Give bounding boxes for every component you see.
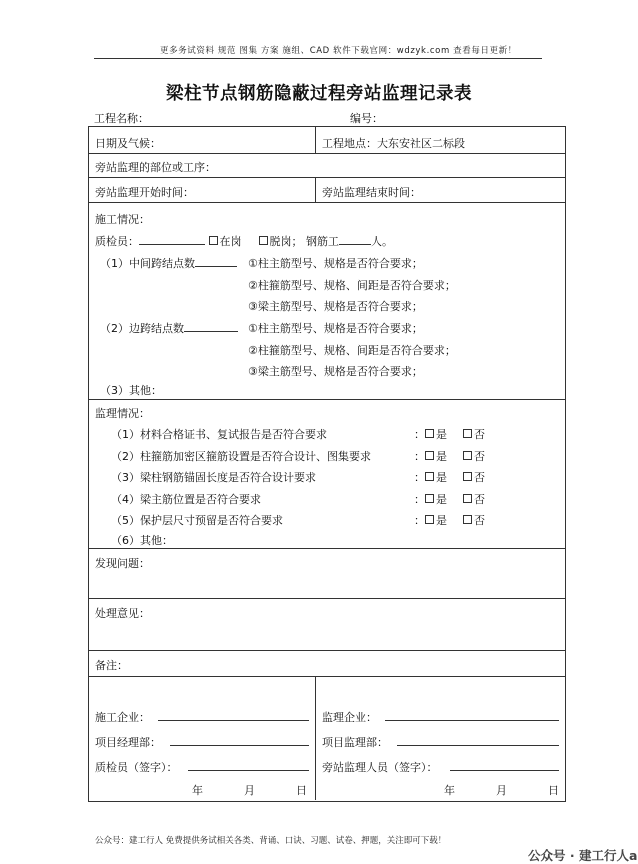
supervisor-sign-line[interactable] bbox=[450, 770, 559, 771]
yes-no-option bbox=[414, 512, 485, 528]
no-label: 否 bbox=[474, 450, 485, 463]
inspector-sign-line[interactable] bbox=[188, 770, 309, 771]
end-time-label: 旁站监理结束时间： bbox=[322, 186, 421, 199]
mid-check-item: ③梁主筋型号、规格是否符合要求； bbox=[248, 300, 423, 313]
no-label: 否 bbox=[474, 428, 485, 441]
supervision-item: （1）材料合格证书、复试报告是否符合要求 bbox=[111, 428, 327, 441]
start-time-label: 旁站监理开始时间： bbox=[95, 186, 194, 199]
inspector-blank[interactable] bbox=[139, 233, 205, 245]
side-check-item: ①柱主筋型号、规格是否符合要求； bbox=[248, 322, 423, 335]
off-post-checkbox[interactable] bbox=[259, 236, 268, 245]
yes-no-option bbox=[414, 426, 485, 442]
mid-check-item: ②柱箍筋型号、规格、间距是否符合要求； bbox=[248, 279, 456, 292]
project-name-label: 工程名称： bbox=[94, 112, 149, 125]
mid-span-row bbox=[100, 255, 237, 271]
row-divider bbox=[89, 548, 565, 549]
day-label: 日 bbox=[296, 784, 307, 797]
no-label: 否 bbox=[474, 493, 485, 506]
yes-label: 是 bbox=[436, 450, 447, 463]
no-checkbox[interactable] bbox=[463, 472, 472, 481]
yes-no-option bbox=[414, 469, 485, 485]
problems-label: 发现问题： bbox=[95, 557, 150, 570]
no-checkbox[interactable] bbox=[463, 451, 472, 460]
mid-span-label: （1）中间跨结点数 bbox=[100, 257, 195, 270]
yes-no-option bbox=[414, 448, 485, 464]
watermark: 公众号 · 建工行人a bbox=[528, 848, 638, 863]
row-divider bbox=[89, 399, 565, 400]
supervision-other-label: （6）其他： bbox=[111, 534, 173, 547]
row-divider bbox=[89, 177, 565, 178]
no-label: 否 bbox=[474, 514, 485, 527]
construction-company-label: 施工企业： bbox=[95, 711, 150, 724]
no-label: 否 bbox=[474, 471, 485, 484]
project-manager-label: 项目经理部： bbox=[95, 736, 161, 749]
supervision-heading: 监理情况： bbox=[95, 407, 150, 420]
date-weather-label: 日期及气候： bbox=[95, 137, 161, 150]
row-divider bbox=[89, 598, 565, 599]
no-checkbox[interactable] bbox=[463, 515, 472, 524]
mid-check-item: ①柱主筋型号、规格是否符合要求； bbox=[248, 257, 423, 270]
opinion-label: 处理意见： bbox=[95, 607, 150, 620]
project-location-value: 大东安社区二标段 bbox=[377, 137, 465, 150]
number-label: 编号： bbox=[350, 112, 383, 125]
supervision-dept-line[interactable] bbox=[397, 745, 559, 746]
year-label: 年 bbox=[444, 784, 455, 797]
supervision-item: （2）柱箍筋加密区箍筋设置是否符合设计、图集要求 bbox=[111, 450, 371, 463]
inspector-label: 质检员： bbox=[95, 235, 139, 248]
supervisor-sign-label: 旁站监理人员（签字）： bbox=[322, 761, 438, 774]
row-divider bbox=[89, 676, 565, 677]
row-divider bbox=[89, 202, 565, 203]
rebar-worker-label: 钢筋工 bbox=[306, 235, 339, 248]
off-post-label: 脱岗； bbox=[269, 235, 303, 248]
colon: ： bbox=[414, 471, 425, 484]
side-span-blank[interactable] bbox=[184, 320, 238, 332]
on-post-label: 在岗 bbox=[219, 235, 242, 248]
yes-no-option bbox=[414, 491, 485, 507]
project-location bbox=[322, 135, 465, 151]
day-label: 日 bbox=[548, 784, 559, 797]
side-span-row bbox=[100, 320, 238, 336]
supervision-company-label: 监理企业： bbox=[322, 711, 377, 724]
yes-checkbox[interactable] bbox=[425, 494, 434, 503]
remarks-label: 备注： bbox=[95, 659, 128, 672]
parts-process-label: 旁站监理的部位或工序： bbox=[95, 161, 216, 174]
yes-checkbox[interactable] bbox=[425, 451, 434, 460]
rebar-worker-unit: 人。 bbox=[371, 235, 393, 248]
yes-checkbox[interactable] bbox=[425, 429, 434, 438]
construction-heading: 施工情况： bbox=[95, 213, 150, 226]
supervision-dept-label: 项目监理部： bbox=[322, 736, 388, 749]
footer-note: 公众号：建工行人 免费提供务试相关各类、背诵、口诀、习题、试卷、押题，关注即可下载！ bbox=[95, 836, 447, 846]
row-divider bbox=[89, 153, 565, 154]
supervision-item: （3）梁柱钢筋锚固长度是否符合设计要求 bbox=[111, 471, 316, 484]
rebar-worker-blank[interactable] bbox=[339, 233, 371, 245]
inspector-row bbox=[95, 233, 393, 249]
yes-label: 是 bbox=[436, 514, 447, 527]
yes-checkbox[interactable] bbox=[425, 515, 434, 524]
inspector-sign-label: 质检员（签字）： bbox=[95, 761, 178, 774]
supervision-item: （4）梁主筋位置是否符合要求 bbox=[111, 493, 261, 506]
cell-divider bbox=[315, 177, 316, 202]
colon: ： bbox=[414, 493, 425, 506]
cell-divider bbox=[315, 676, 316, 800]
yes-label: 是 bbox=[436, 428, 447, 441]
month-label: 月 bbox=[244, 784, 255, 797]
construction-other-label: （3）其他： bbox=[100, 384, 162, 397]
side-check-item: ③梁主筋型号、规格是否符合要求； bbox=[248, 365, 423, 378]
no-checkbox[interactable] bbox=[463, 429, 472, 438]
construction-company-line[interactable] bbox=[158, 720, 309, 721]
cell-divider bbox=[315, 127, 316, 153]
no-checkbox[interactable] bbox=[463, 494, 472, 503]
supervision-company-line[interactable] bbox=[385, 720, 559, 721]
yes-checkbox[interactable] bbox=[425, 472, 434, 481]
month-label: 月 bbox=[496, 784, 507, 797]
yes-label: 是 bbox=[436, 471, 447, 484]
mid-span-blank[interactable] bbox=[195, 255, 237, 267]
header-note: 更多务试资料 规范 图集 方案 施组、CAD 软件下载官网：wdzyk.com 查看每日更新！ bbox=[160, 46, 517, 56]
on-post-checkbox[interactable] bbox=[209, 236, 218, 245]
side-check-item: ②柱箍筋型号、规格、间距是否符合要求； bbox=[248, 344, 456, 357]
yes-label: 是 bbox=[436, 493, 447, 506]
page-title: 梁柱节点钢筋隐蔽过程旁站监理记录表 bbox=[166, 84, 472, 104]
supervision-item: （5）保护层尺寸预留是否符合要求 bbox=[111, 514, 283, 527]
colon: ： bbox=[414, 514, 425, 527]
year-label: 年 bbox=[192, 784, 203, 797]
row-divider bbox=[89, 650, 565, 651]
record-table bbox=[88, 126, 566, 802]
project-location-label: 工程地点： bbox=[322, 137, 377, 150]
side-span-label: （2）边跨结点数 bbox=[100, 322, 184, 335]
colon: ： bbox=[414, 450, 425, 463]
project-manager-line[interactable] bbox=[170, 745, 309, 746]
header-rule bbox=[94, 58, 542, 59]
colon: ： bbox=[414, 428, 425, 441]
